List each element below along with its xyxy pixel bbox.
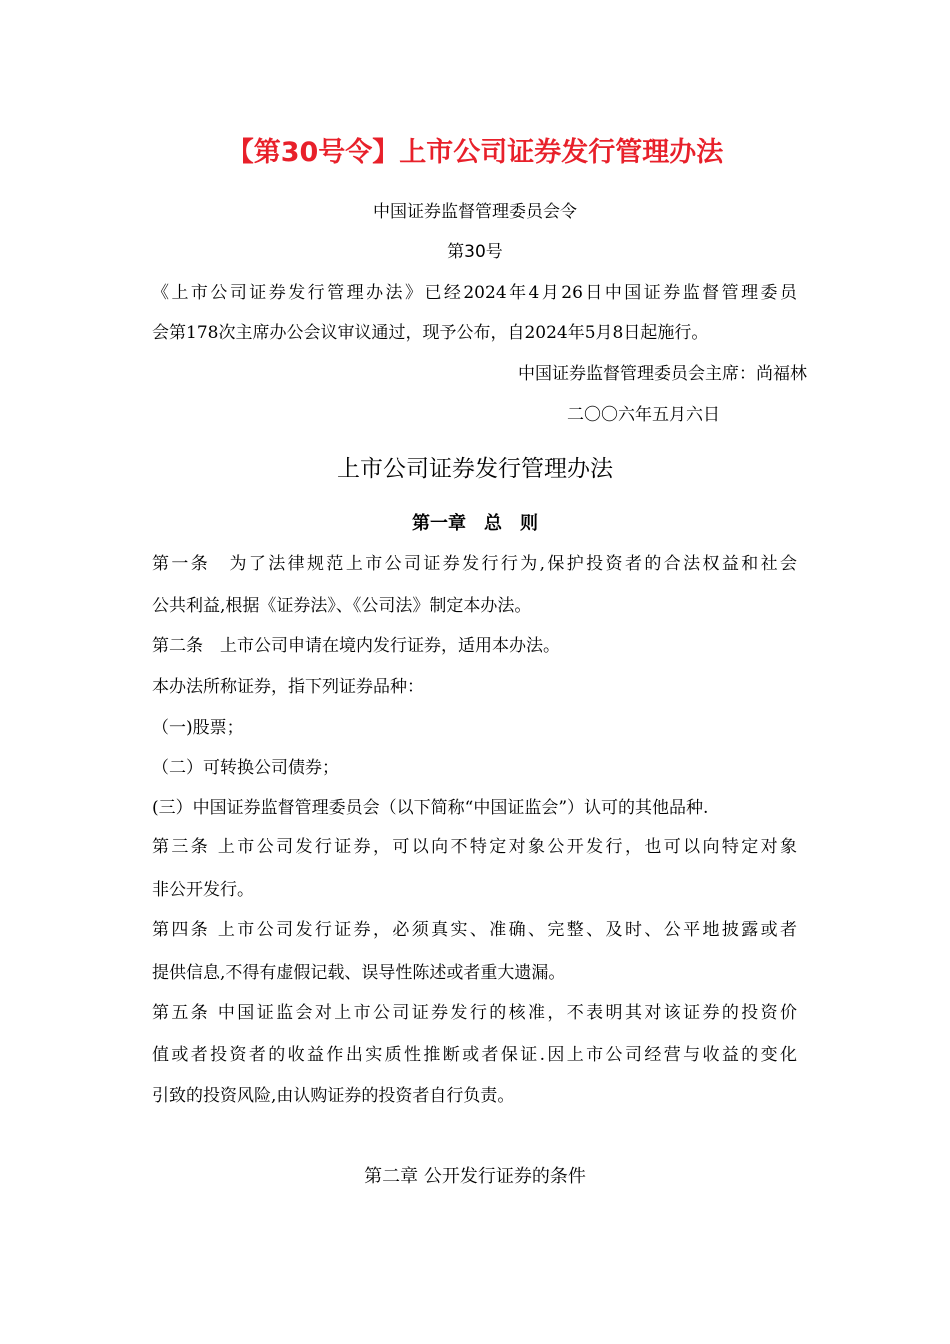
article-4-line-2: 提供信息,不得有虚假记载、误导性陈述或者重大遗漏。 xyxy=(152,963,566,983)
article-3-line-1: 第三条 上市公司发行证券，可以向不特定对象公开发行，也可以向特定对象 xyxy=(152,837,797,857)
intro-line-2: 会第178次主席办公会议审议通过，现予公布，自2024年5月8日起施行。 xyxy=(152,323,709,343)
article-3-line-2: 非公开发行。 xyxy=(152,880,254,900)
signature-line: 中国证券监督管理委员会主席：尚福林 xyxy=(518,364,807,384)
regulation-heading: 上市公司证券发行管理办法 xyxy=(337,456,613,482)
article-4-line-1: 第四条 上市公司发行证券，必须真实、准确、完整、及时、公平地披露或者 xyxy=(152,920,797,940)
article-2: 第二条 上市公司申请在境内发行证券，适用本办法。 xyxy=(152,636,560,656)
article-5-line-3: 引致的投资风险,由认购证券的投资者自行负责。 xyxy=(152,1086,515,1106)
scope-line: 本办法所称证券，指下列证券品种： xyxy=(152,677,424,697)
item-2: （二）可转换公司债券； xyxy=(152,758,339,778)
order-number: 第30号 xyxy=(447,242,503,262)
article-1-line-2: 公共利益,根据《证券法》、《公司法》制定本办法。 xyxy=(152,596,532,616)
article-1-line-1: 第一条 为了法律规范上市公司证券发行行为,保护投资者的合法权益和社会 xyxy=(152,554,797,574)
document-title: 【第30号令】上市公司证券发行管理办法 xyxy=(226,137,724,168)
chapter-1-title: 第一章 总 则 xyxy=(412,513,538,534)
intro-line-1: 《上市公司证券发行管理办法》已经2024年4月26日中国证券监督管理委员 xyxy=(152,283,797,303)
article-5-line-2: 值或者投资者的收益作出实质性推断或者保证.因上市公司经营与收益的变化 xyxy=(152,1045,797,1065)
item-3: (三）中国证券监督管理委员会（以下简称“中国证监会”）认可的其他品种. xyxy=(152,798,709,818)
date-line: 二〇〇六年五月六日 xyxy=(567,405,720,425)
item-1: （一)股票； xyxy=(152,718,244,738)
issuer-line: 中国证券监督管理委员会令 xyxy=(373,202,577,222)
chapter-2-title: 第二章 公开发行证券的条件 xyxy=(364,1166,586,1187)
article-5-line-1: 第五条 中国证监会对上市公司证券发行的核准，不表明其对该证券的投资价 xyxy=(152,1003,797,1023)
